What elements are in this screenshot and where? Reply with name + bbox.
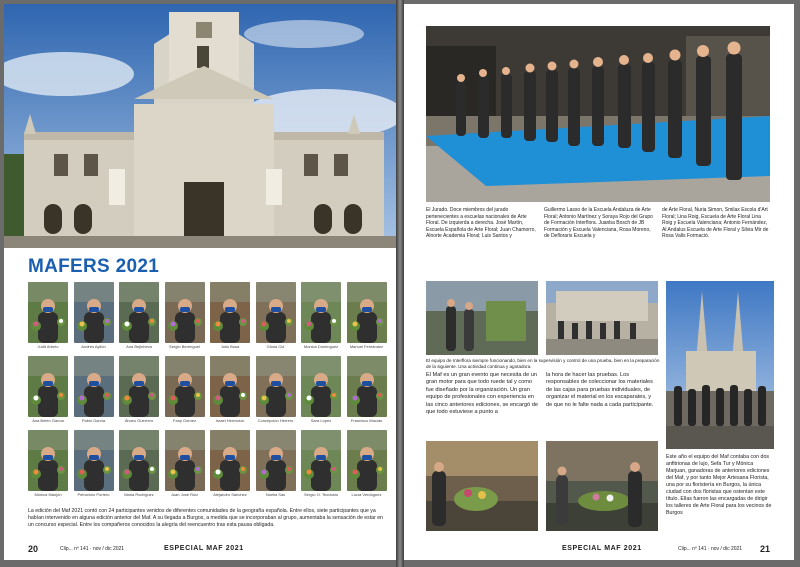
participant-card — [347, 430, 387, 497]
participant-photo — [301, 430, 341, 491]
intro-paragraph: La edición del Maf 2021 contó con 24 participantes venidos de diferentes comunidades de la geografía española. Entre ellos, siete participantes que ya habían intervenido en alguna edición anterior del Maf. A su llegada a Burgos, a medida que se incorporaban al grupo, aumentaba la sensación de estar en un concurso especial. Entre los compañeros conocidos la alegría del reencuentro tras esta pausa obligada. — [28, 508, 384, 528]
participant-photo — [347, 282, 387, 343]
participant-photo — [119, 282, 159, 343]
participant-photo — [256, 430, 296, 491]
section-label-right: ESPECIAL MAF 2021 — [562, 545, 642, 552]
participant-name: Sergio Berenguel — [169, 344, 200, 349]
body-col1: El Maf es un gran evento que necesita de un gran motor para que todo ruede tal y como fue diseñado por la organización. Un gran equipo de profesionales con experiencia en las cinco anteriores ediciones, se encargó de que todo estuviese a punto a — [426, 372, 538, 416]
page-number: 20 — [28, 544, 39, 554]
participant-name: Sergio O. Teodosio — [304, 492, 338, 497]
participant-name: Noelia Sas — [265, 492, 286, 497]
jury-caption-col3: de Arte Floral, Nuria Simon, Smilax Escola d'Art Floral; Lina Roig, Escuela de Arte Floral Lina Roig y Escuela Valenciana; Antonio Fernández, Al Andalus Escuela de Arte Floral y Silvia Mir de Rosa Valls Formació. — [662, 207, 769, 240]
participant-card — [347, 282, 387, 349]
participant-photo — [210, 430, 250, 491]
participant-name: Mónica Manjón — [34, 492, 62, 497]
participant-card — [301, 356, 341, 423]
participant-card — [256, 282, 296, 349]
right-page — [404, 4, 794, 560]
body-col2: la hora de hacer las pruebas. Los responsables de coleccionar los materiales de las cajas para pruebas individuales, de organizar el material en los escaparates, y de que no le falte nada a cada participante. — [546, 372, 654, 408]
participant-name: Juan José Ruiz — [170, 492, 199, 497]
participant-card — [301, 430, 341, 497]
jury-caption-col1: El Jurado. Doce miembros del jurado pertenecientes a escuelas nacionales de Arte Floral. De izquierda a derecha. José Martín, Escuela Española de Arte Floral; Juan Chamorro, Alnorte Academia Floral; Luis Santos y — [426, 207, 536, 240]
participant-photo — [74, 282, 114, 343]
participant-name: Petrocinio Portero — [77, 492, 110, 497]
participant-name: Ana Belén García — [32, 418, 64, 423]
participant-name: Monica Dominguez — [303, 344, 339, 349]
participant-photo — [165, 282, 205, 343]
page-title: MAFERS 2021 — [28, 256, 160, 277]
participant-card — [210, 430, 250, 497]
participant-name: Alejandro Sánchez — [213, 492, 247, 497]
participant-photo — [210, 282, 250, 343]
participant-card — [256, 356, 296, 423]
participant-card — [28, 356, 68, 423]
participant-card — [210, 282, 250, 349]
participant-photo — [119, 430, 159, 491]
participant-name: Andrés Ayllón — [81, 344, 106, 349]
participant-name: Manuel Fernández — [349, 344, 384, 349]
participant-card — [28, 430, 68, 497]
participant-card — [119, 430, 159, 497]
participant-name: Francisco Macías — [350, 418, 383, 423]
issue-label: Clip... nº 141 · nov / dic 2021 — [60, 546, 125, 552]
workshop-photo-1 — [426, 441, 538, 531]
participant-name: Judit Arbelo — [37, 344, 59, 349]
participant-name: Sara López — [310, 418, 332, 423]
cathedral-team-photo — [666, 281, 774, 449]
participant-photo — [210, 356, 250, 417]
participant-name: Gloria Cid — [266, 344, 285, 349]
participant-photo — [119, 356, 159, 417]
jury-group-photo — [426, 26, 770, 202]
participant-photo — [165, 356, 205, 417]
workshop-photo-2 — [546, 441, 658, 531]
participant-card — [119, 282, 159, 349]
cathedral-arch-photo — [4, 4, 396, 248]
participant-name: Fany Gómez — [173, 418, 196, 423]
jury-caption-col2: Guillermo Lasso de la Escuela Andaluza de Arte Floral; Antonio Martínez y Soraya Rojo del Grupo de Formación Interflora. Juanba Bosch de JB Formación y Escuela Valenciana, Rosa Moreno, de Defloraris Escuela y — [544, 207, 653, 240]
participant-card — [119, 356, 159, 423]
participant-card — [347, 356, 387, 423]
participant-name: Pablo García — [81, 418, 106, 423]
issue-label-right: Clip... nº 141 · nov / dic 2021 — [678, 546, 743, 552]
side-text: Este año el equipo del Maf contaba con dos anfitrionas de lujo, Sefa Tur y Mónica Marjuan, ganadoras de anteriores ediciones del Maf, y por tanto Mejor Artesana Florista, una por su floristería en Burgos, la única ciudad con dos floristas que ostentan este título. Ellas fueron las encargadas de dirigir los talleres de Arte Floral para los vecinos de Burgos — [666, 454, 772, 516]
participant-name: Lucía Verdúguez — [351, 492, 382, 497]
magazine-gutter — [396, 0, 404, 567]
participant-photo — [74, 356, 114, 417]
participant-card — [301, 282, 341, 349]
participant-card — [28, 282, 68, 349]
participant-card — [74, 356, 114, 423]
participant-card — [165, 356, 205, 423]
participant-photo — [256, 282, 296, 343]
section-label: ESPECIAL MAF 2021 — [164, 545, 244, 552]
participant-name: Concepción Herrero — [257, 418, 294, 423]
participant-card — [256, 430, 296, 497]
participant-name: Maria Rodríguez — [124, 492, 154, 497]
participant-photo — [256, 356, 296, 417]
participant-photo — [347, 356, 387, 417]
participant-photo — [28, 282, 68, 343]
participant-card — [165, 282, 205, 349]
participant-name: Israel Hermosín — [215, 418, 245, 423]
participant-name: Julio Bosa — [220, 344, 240, 349]
team-photo-1 — [426, 281, 538, 355]
participant-photo — [165, 430, 205, 491]
participant-card — [210, 356, 250, 423]
participant-photo — [301, 356, 341, 417]
participant-photo — [347, 430, 387, 491]
participant-card — [74, 430, 114, 497]
left-page — [4, 4, 396, 560]
participant-card — [165, 430, 205, 497]
team-caption: El equipo de Interflora siempre funcionando, bien en la supervisión y control de una prueba, bien en la preparación de la siguiente. Una actividad continua y agotadora. — [426, 358, 660, 369]
participant-photo — [301, 282, 341, 343]
participant-card — [74, 282, 114, 349]
page-number-right: 21 — [760, 544, 771, 554]
participant-photo — [74, 430, 114, 491]
participant-name: Ana Bejinheva — [126, 344, 152, 349]
team-photo-2 — [546, 281, 658, 355]
participant-name: Álvaro Guerrero — [124, 418, 154, 423]
participant-photo — [28, 430, 68, 491]
participant-photo — [28, 356, 68, 417]
